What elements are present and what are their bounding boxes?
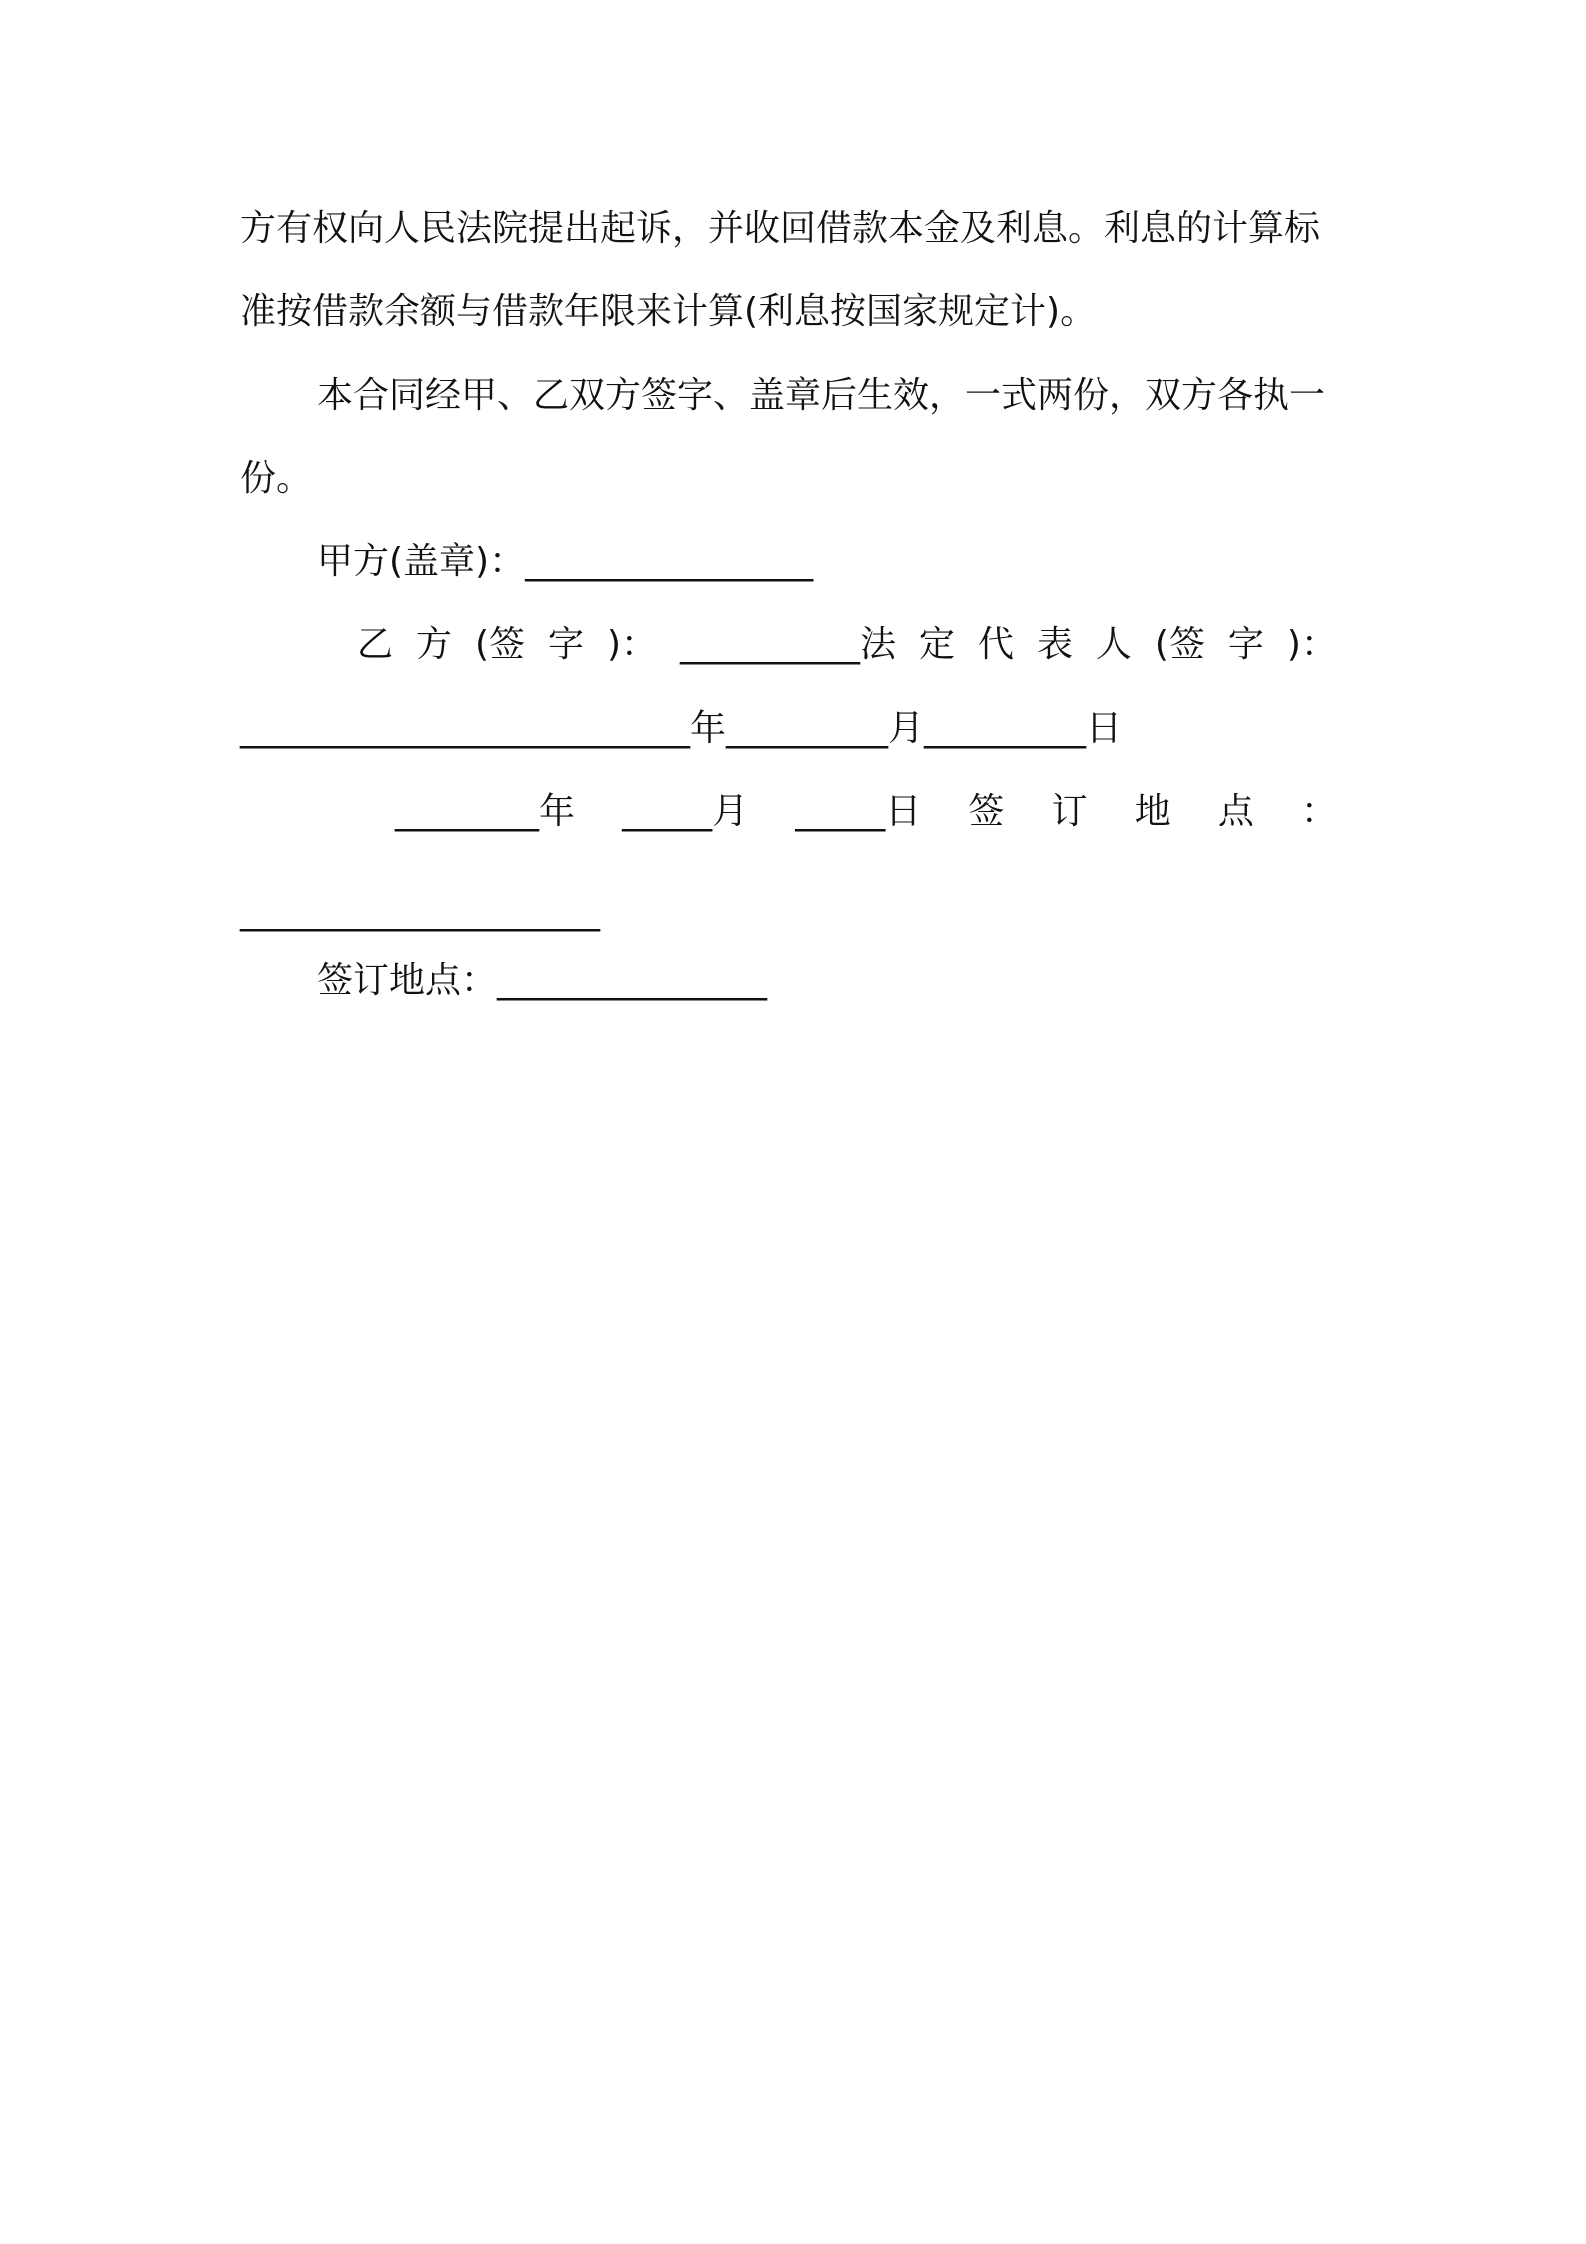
party-b-token: 人 <box>1095 624 1132 665</box>
date-place-token: _____日 <box>795 791 922 832</box>
party-b-signature-line <box>357 621 1337 669</box>
party-b-token: 表 <box>1036 624 1073 665</box>
date-line: _________________________年_________月_________日 <box>240 708 1122 749</box>
date-place-token: 签 <box>968 791 1005 832</box>
date-place-token: 地 <box>1134 791 1171 832</box>
date-place-token: ： <box>1300 791 1337 832</box>
party-b-token: __________法 <box>679 624 896 665</box>
date-place-token: 订 <box>1051 791 1088 832</box>
date-place-token: _____月 <box>622 791 749 832</box>
signing-place-line: 签订地点：_______________ <box>317 960 768 1001</box>
paragraph-line-3: 本合同经甲、乙双方签字、盖章后生效，一式两份，双方各执一 <box>317 375 1326 416</box>
party-b-token: 定 <box>918 624 955 665</box>
date-place-token: ________年 <box>395 791 576 832</box>
party-b-token: 方 <box>415 624 452 665</box>
date-place-line <box>395 788 1337 836</box>
party-b-token: )： <box>606 624 658 665</box>
date-place-token: 点 <box>1217 791 1254 832</box>
party-b-token: (签 <box>474 624 526 665</box>
party-a-seal-line: 甲方(盖章)：________________ <box>317 541 814 582</box>
party-b-token: 代 <box>977 624 1014 665</box>
party-b-token: )： <box>1286 624 1337 665</box>
paragraph-line-4: 份。 <box>240 458 313 499</box>
party-b-token: 字 <box>1227 624 1264 665</box>
paragraph-line-1: 方有权向人民法院提出起诉，并收回借款本金及利息。利息的计算标 <box>240 208 1321 249</box>
place-blank-line: ____________________ <box>240 891 600 932</box>
party-b-token: 乙 <box>357 624 394 665</box>
party-b-token: (签 <box>1154 624 1205 665</box>
paragraph-line-2: 准按借款余额与借款年限来计算(利息按国家规定计)。 <box>240 291 1097 332</box>
party-b-token: 字 <box>547 624 584 665</box>
